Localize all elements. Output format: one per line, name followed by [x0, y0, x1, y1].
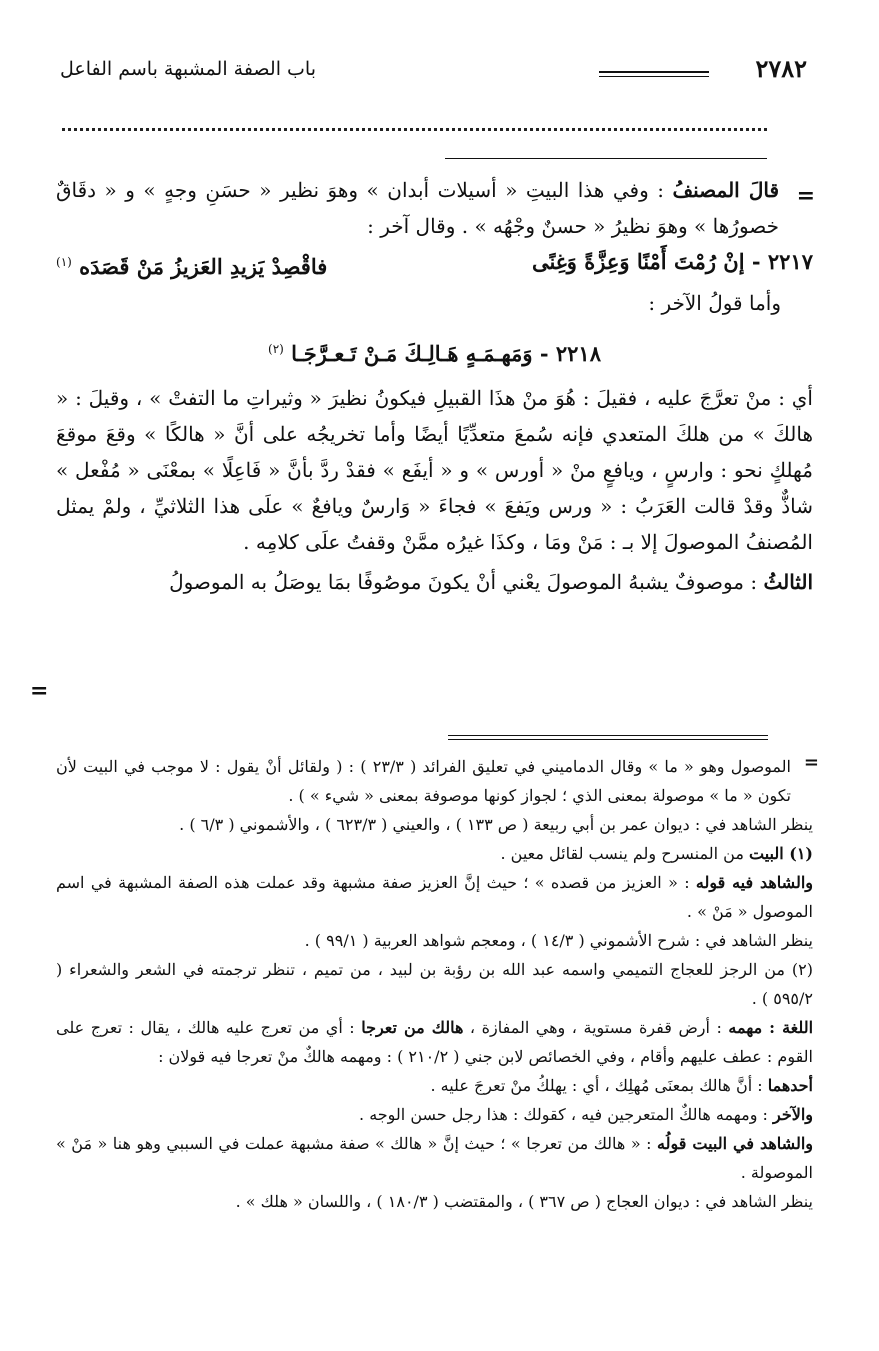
third-text: : موصوفٌ يشبهُ الموصولَ يعْني أنْ يكونَ موصُوفًا بمَا يوصَلُ به الموصولُ — [169, 570, 764, 594]
footnote-sources-1: ينظر الشاهد في : ديوان عمر بن أبي ربيعة ( ص ١٣٣ ) ، والعيني ( ٦٢٣/٣ ) ، والأشموني ( ٦/٣ ) . — [179, 815, 813, 834]
dotted-separator — [62, 128, 767, 131]
footnote-ref-2: (٢) — [268, 342, 284, 356]
footnote-rule — [448, 735, 768, 740]
footnote-2-first-view — [56, 1071, 813, 1100]
footnotes — [56, 752, 813, 1216]
footnote-2-first-view-text: : أنَّ هالك بمعنَى مُهلِك ، أي : يهلكُ منْ تعرجَ عليه . — [430, 1076, 768, 1095]
footnote-2-second-view-text: : ومهمه هالكٌ المتعرجين فيه ، كقولك : هذا رجل حسن الوجه . — [359, 1105, 773, 1124]
footnote-1-sources: ينظر الشاهد في : شرح الأشموني ( ١٤/٣ ) ، ومعجم شواهد العربية ( ٩٩/١ ) . — [304, 931, 813, 950]
verse-2218-text: ٢٢١٨ - وَمَهـمَـهٍ هَـالِـكَ مَـنْ تَـعـرَّجَـا — [291, 341, 601, 366]
verse-2217-first-hemistich: ٢٢١٧ - إنْ رُمْتَ أَمْنًا وَعِزَّةً وَغِنًى — [531, 249, 813, 274]
verse-2218 — [56, 331, 813, 372]
running-title: باب الصفة المشبهة باسم الفاعل — [60, 58, 316, 80]
footnote-2-language — [56, 1013, 813, 1071]
paragraph-explanation: أي : منْ تعرَّجَ عليه ، فقيلَ : هُوَ منْ هذَا القبيلِ فيكونُ نظيرَ « وثيراتِ ما التفتْ » ، وقيلَ : « هالكَ » من هلكَ المتعدي فإنه سُمعَ متعدِّيًا أيضًا وأما تخريجُه على أنَّ « هالكًا » وقعَ موقعَ مُهلكٍ نحو : وارسٍ ، ويافعٍ منْ « أورس » و « أيفَع » فقدْ ردَّ بأنَّ « فَاعِلًا » بمعْنَى « مُفْعل » شاذٌّ وقدْ قالت العَرَبُ : « ورس ويَفعَ » فجاءَ « وَارسٌ ويافعٌ » علَى هذا الثلاثيِّ ، ولمْ يمثل المُصنفُ الموصولَ إلا بـ : مَنْ ومَا ، وكذَا غيرُه ممَّنْ وقفتُ علَى كلامِه . — [56, 386, 813, 554]
commentary-rule — [445, 158, 767, 159]
footnote-2-second-view — [56, 1100, 813, 1129]
footnote-1 — [56, 839, 813, 868]
footnote-2-language-text: : أي من تعرج عليه هالك ، يقال : تعرج على القوم : عطف عليهم وأقام ، وفي الخصائص لابن جني ( ٢١٠/٢ ) : ومهمه هالكٌ منْ تعرجا فيه قولان : — [56, 1018, 813, 1066]
footnote-2-witness-text: : « هالك من تعرجا » ؛ حيث إنَّ « هالك » صفة مشبهة عملت في السببي وهو هنا « مَنْ » الموصولة . — [56, 1134, 813, 1182]
main-text — [56, 172, 813, 600]
footnote-1-witness-text: : « العزيز من قصده » ؛ حيث إنَّ العزيز صفة مشبهة وقد عملت هذه الصفة المشبهة في اسم الموصول « مَنْ » . — [56, 873, 813, 921]
footnote-2: (٢) من الرجز للعجاج التميمي واسمه عبد الله بن رؤبة بن لبيد ، من تميم ، تنظر ترجمته في الشعر والشعراء ( ٥٩٥/٢ ) . — [56, 960, 813, 1008]
footnote-2-language-lead: اللغة : مهمه — [728, 1018, 814, 1037]
footnote-1-lead: (١) البيت — [749, 844, 813, 863]
paragraph-other-saying: وأما قولُ الآخر : — [648, 291, 781, 315]
footnote-ref-1: (١) — [56, 255, 72, 269]
page-header — [60, 52, 807, 92]
footnote-1-witness-lead: والشاهد فيه قوله — [695, 873, 813, 892]
paragraph-third — [56, 564, 813, 600]
footnote-2-witness-lead: والشاهد في البيت قولُه — [657, 1134, 814, 1153]
footnote-1-witness — [56, 868, 813, 926]
footnote-2-first-view-lead: أحدهما — [767, 1076, 813, 1095]
footnote-1-text: من المنسرح ولم ينسب لقائل معين . — [500, 844, 749, 863]
author-said-heading: قالَ المصنفُ — [672, 178, 780, 202]
third-heading: الثالثُ — [763, 570, 813, 594]
footnote-2-sources: ينظر الشاهد في : ديوان العجاج ( ص ٣٦٧ ) ، والمقتضب ( ١٨٠/٣ ) ، واللسان « هلك » . — [235, 1192, 813, 1211]
continuation-mark-bottom: = — [30, 678, 49, 704]
continuation-mark-notes: = — [803, 752, 819, 773]
verse-2217-second-hemistich: فاقْصِدْ يَزيدِ العَزيزُ مَنْ قَصَدَه — [79, 254, 328, 279]
footnote-2-witness — [56, 1129, 813, 1187]
paragraph-author-said — [56, 172, 813, 244]
footnote-2-language-lead2: هالك من تعرجا — [361, 1018, 464, 1037]
header-rule — [599, 71, 709, 77]
footnote-2-language-mid: : أرض قفرة مستوية ، وهي المفازة ، — [463, 1018, 729, 1037]
footnote-continued: الموصول وهو « ما » وقال الدماميني في تعليق الفرائد ( ٢٣/٣ ) : ( ولقائل أنْ يقول : لا موجب في البيت لأن تكون « ما » موصولة بمعنى الذي ؛ لجواز كونها موصوفة بمعنى « شيء » ) . — [56, 757, 792, 805]
footnote-2-second-view-lead: والآخر — [772, 1105, 813, 1124]
continuation-mark-top: = — [796, 183, 815, 209]
verse-2217 — [56, 244, 813, 285]
page-number: ٢٧٨٢ — [755, 54, 807, 83]
author-said-text: : وفي هذا البيتِ « أسيلات أبدان » وهوَ نظير « حسَنِ وجهٍ » و « دقَاقٌ خصورُها » وهوَ نظيرُ « حسنٌ وجْهُه » . وقال آخر : — [56, 178, 779, 238]
